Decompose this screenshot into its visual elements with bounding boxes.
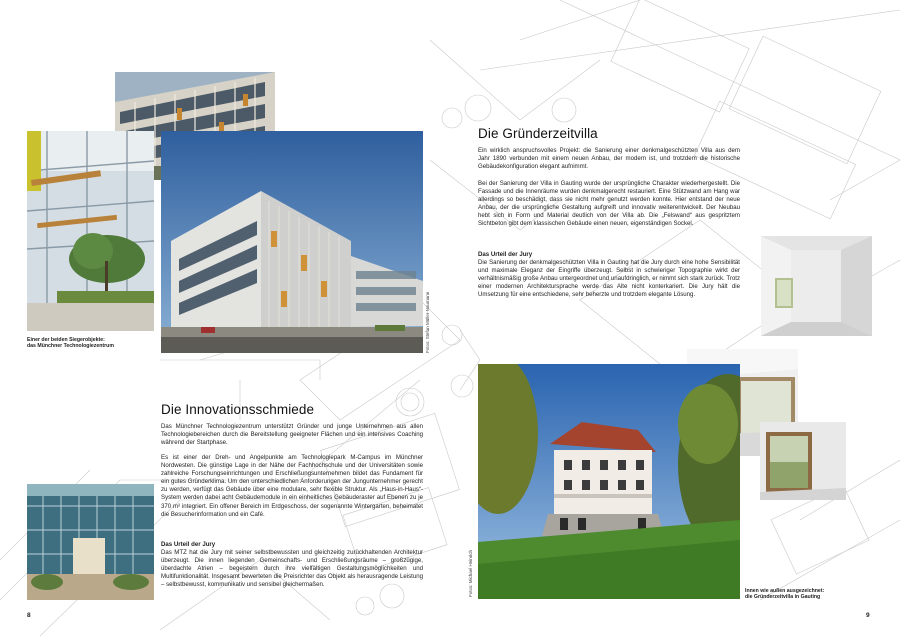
intro-innovationsschmiede: Das Münchner Technologiezentrum unterstützt Gründer und junge Unternehmen aus allen Technologiebereichen durch die Bereitstellung geeigneter Flächen und ein intensives Coaching während der Startphase.: [161, 423, 423, 447]
page-number-left: 8: [27, 612, 31, 619]
body-gruenderzeitvilla: Bei der Sanierung der Villa in Gauting wurde der ursprüngliche Charakter wiederhergestellt. Die Fassade und die Innenräume wurden denkmalgerecht restauriert. Eine Stützwand am Hang war allerdings so beschädigt, dass sie nicht mehr genutzt werden konnte. Hier entstand der neue Anbau, der die ursprüngliche Gestaltung aufgreift und innovativ weiterentwickelt. Der Neubau hebt sich in Form und Material deutlich von der Villa ab. Die „Felswand“ aus gespritztem Sichtbeton gibt dem klassischen Gebäude einen neuen, eigenständigen Sockel.: [478, 180, 740, 228]
photo-villa-interior-top: [761, 236, 872, 336]
photo-villa-interior-window: [760, 422, 846, 500]
photo-mtz-building: [161, 131, 423, 353]
photo-credit-left: Fotos: Stefan Müller-Naumann: [425, 291, 430, 353]
caption-villa: Innen wie außen ausgezeichnet: die Gründerzeitvilla in Gauting: [745, 588, 825, 601]
intro-gruenderzeitvilla: Ein wirklich anspruchsvolles Projekt: die Sanierung einer denkmalgeschützten Villa aus dem Jahr 1890 verbunden mit einem neuen Anbau, der modern ist, und trotzdem die historische Gebäudekonfiguration elegant aufnimmt.: [478, 147, 740, 171]
photo-mtz-wintergarten: [27, 484, 154, 600]
photo-credit-right: Fotos: Michael Heinrich: [468, 549, 473, 597]
body-innovationsschmiede: Es ist einer der Dreh- und Angelpunkte am Technologiepark M-Campus im Münchner Nordwesten. Die günstige Lage in der Nähe der Fachhochschule und der Universitäten sowie zahlreiche Forschungseinrichtungen und Erschließungsunternehmen bildet das Fundament für ein gutes Gründerklima. Um den unterschiedlichen Anforderungen der Jungunternehmer gerecht zu werden, verfügt das Gebäude über eine modulare, sehr flexible Struktur. Als „Haus-in-Haus“-System werden dabei acht Gebäudemodule in ein einheitliches Gebäuderaster auf Ebenen zu je 370 m² integriert. Ein offener Bereich im Erdgeschoss, der sogenannte Wintergarten, beheimatet die Besucherinformation und ein Café.: [161, 454, 423, 518]
jury-block-left: [161, 541, 423, 590]
caption-mtz: Einer der beiden Siegerobjekte: das Münchner Technologiezentrum: [27, 337, 114, 350]
jury-title-right: Das Urteil der Jury: [478, 251, 533, 258]
photo-mtz-atrium: [27, 131, 154, 331]
jury-block-right: [478, 251, 740, 300]
jury-title-left: Das Urteil der Jury: [161, 541, 216, 548]
page-number-right: 9: [866, 612, 870, 619]
heading-innovationsschmiede: Die Innovationsschmiede: [161, 402, 315, 417]
jury-text-left: Das MTZ hat die Jury mit seiner selbstbewussten und gleichzeitig zurückhaltenden Architektur überzeugt. Die innen liegenden Gemeinschafts- und Erschließungsräume – großzügige, überdachte Atrien – begeistern durch ihre vielfältigen Gestaltungsmöglichkeiten und Multifunktionalität. Insgesamt bewerteten die Preisrichter das Objekt als herausragende Leistung – selbstbewusst, kommunikativ und sensibel gleichermaßen.: [161, 549, 423, 589]
jury-text-right: Die Sanierung der denkmalgeschützten Villa in Gauting hat die Jury durch eine hohe Sensibilität und maximale Eleganz der Eingriffe überzeugt. Selbst in schwieriger Topographie wirkt der verhältnismäßig große Anbau untergeordnet und unaufdringlich, er nimmt sich stark zurück. Trotz einer modernen Architektursprache werde das Alte nicht konterkariert. Die Jury hält die Umsetzung für eine entschiedene, sehr beherzte und trotzdem elegante Lösung.: [478, 259, 740, 299]
heading-gruenderzeitvilla: Die Gründerzeitvilla: [478, 126, 598, 141]
photo-villa-exterior: [478, 364, 740, 599]
